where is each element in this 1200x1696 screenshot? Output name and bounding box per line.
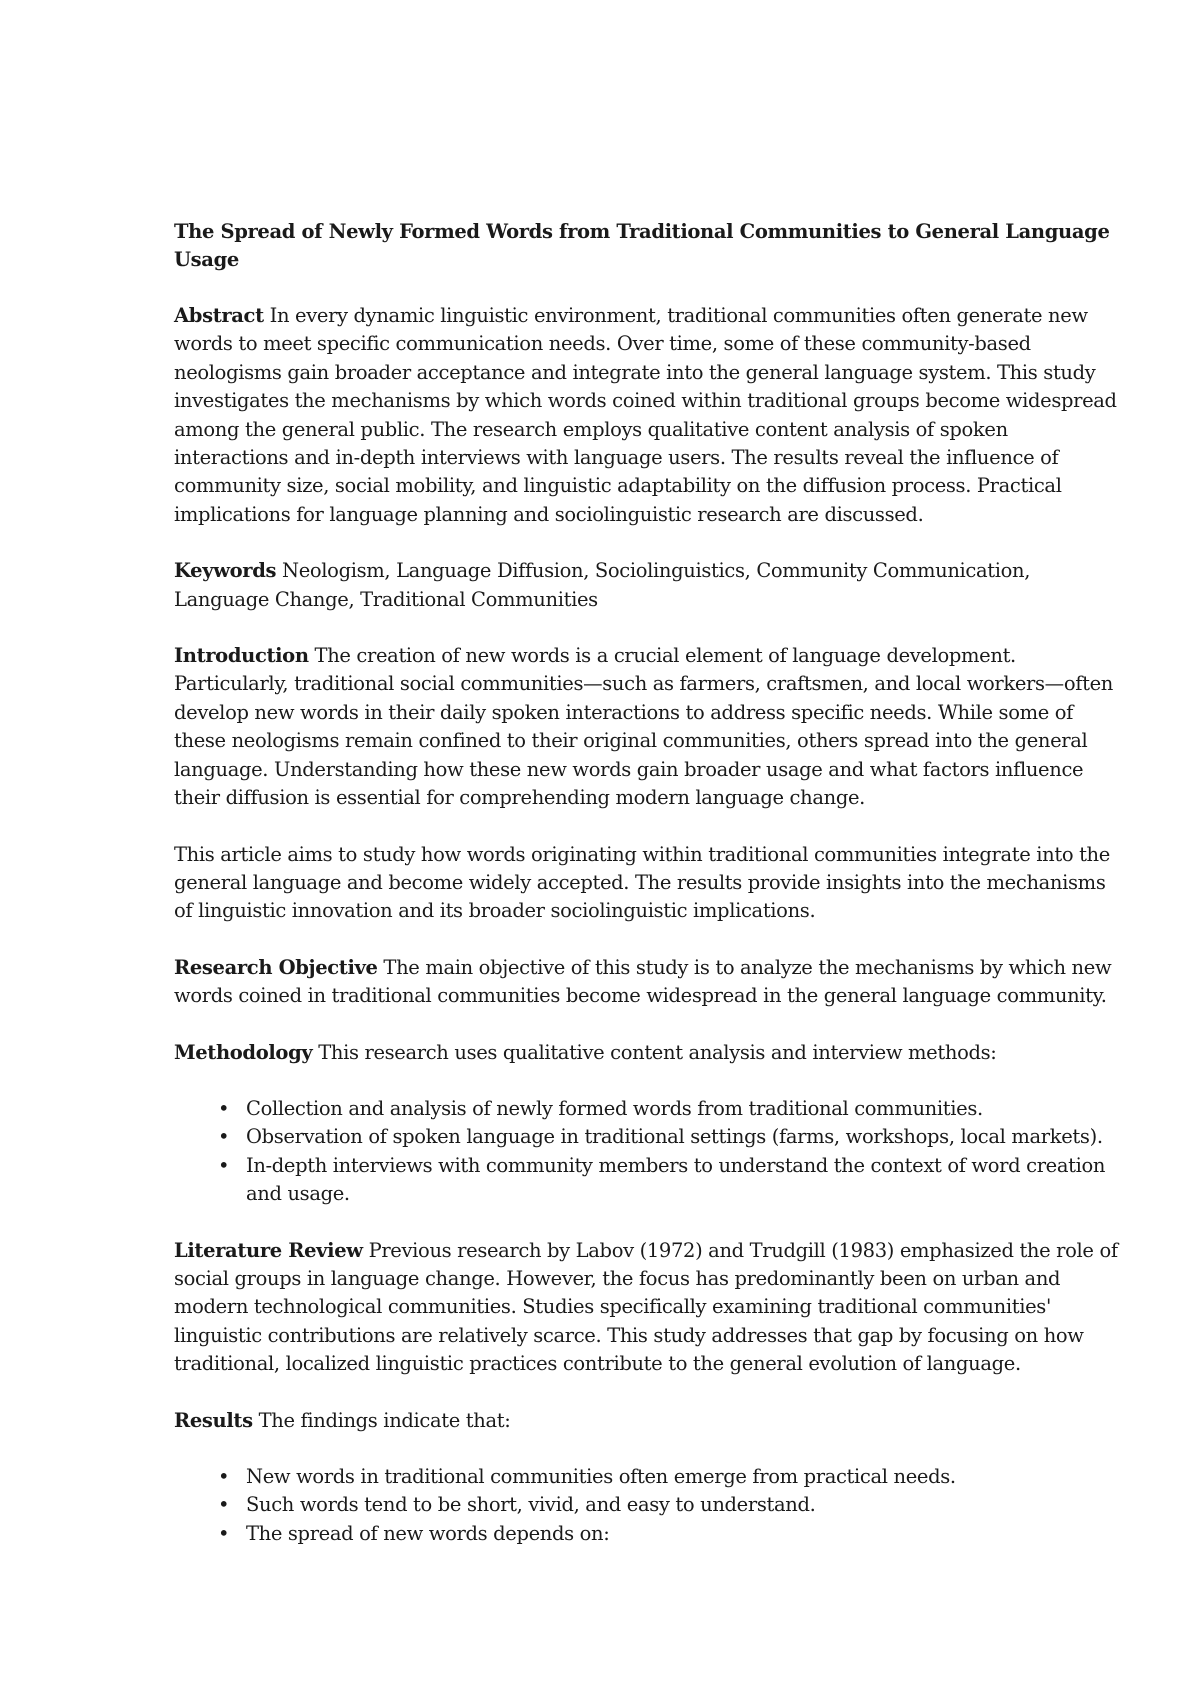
- bullet-icon: •: [218, 1465, 230, 1488]
- research-objective-heading: Research Objective: [174, 955, 378, 979]
- list-item-text: Collection and analysis of newly formed words from traditional communities.: [246, 1096, 983, 1120]
- list-item: [174, 1520, 1124, 1548]
- abstract-section: [174, 302, 1124, 529]
- results-section: [174, 1407, 1124, 1435]
- keywords-heading: Keywords: [174, 559, 277, 583]
- methodology-section: [174, 1039, 1124, 1067]
- list-item: [174, 1463, 1124, 1491]
- literature-review-text: Previous research by Labov (1972) and Trudgill (1983) emphasized the role of social groups in language change. However, the focus has predominantly been on urban and modern technological communities. Studies specifically examining traditional communities' linguistic contributions are relatively scarce. This study addresses that gap by focusing on how traditional, localized linguistic practices contribute to the general evolution of language.: [174, 1238, 1118, 1376]
- results-heading: Results: [174, 1408, 253, 1432]
- methodology-text: This research uses qualitative content analysis and interview methods:: [318, 1040, 997, 1064]
- document-page: [174, 218, 1124, 1548]
- bullet-icon: •: [218, 1493, 230, 1517]
- methodology-heading: Methodology: [174, 1040, 313, 1064]
- bullet-icon: •: [218, 1125, 230, 1149]
- list-item-text: Observation of spoken language in traditional settings (farms, workshops, local markets).: [246, 1125, 1103, 1149]
- research-objective-text: The main objective of this study is to analyze the mechanisms by which new words coined in traditional communities become widespread in the general language community.: [174, 955, 1112, 1008]
- list-item-text: Such words tend to be short, vivid, and easy to understand.: [246, 1493, 816, 1517]
- abstract-text: In every dynamic linguistic environment, traditional communities often generate new words to meet specific communication needs. Over time, some of these community-based neologisms gain broader acceptance and integrate into the general language system. This study investigates the mechanisms by which words coined within traditional groups become widespread among the general public. The research employs qualitative content analysis of spoken interactions and in-depth interviews with language users. The results reveal the influence of community size, social mobility, and linguistic adaptability on the diffusion process. Practical implications for language planning and sociolinguistic research are discussed.: [174, 304, 1117, 526]
- list-item-text: The spread of new words depends on:: [246, 1521, 610, 1545]
- list-item: [174, 1123, 1124, 1151]
- bullet-icon: •: [218, 1153, 230, 1177]
- introduction-section: [174, 642, 1124, 812]
- research-objective-section: [174, 954, 1124, 1011]
- introduction-heading: Introduction: [174, 644, 309, 668]
- results-text: The findings indicate that:: [258, 1408, 511, 1432]
- abstract-heading: Abstract: [174, 304, 264, 327]
- document-title: The Spread of Newly Formed Words from Traditional Communities to General Language Usage: [174, 220, 1110, 271]
- introduction-paragraph-2: This article aims to study how words originating within traditional communities integrate into the general language and become widely accepted. The results provide insights into the mechanisms of linguistic innovation and its broader sociolinguistic implications.: [174, 842, 1110, 923]
- literature-review-heading: Literature Review: [174, 1238, 363, 1262]
- introduction-text: The creation of new words is a crucial element of language development. Particularly, traditional social communities—such as farmers, craftsmen, and local workers—often develop new words in their daily spoken interactions to address specific needs. While some of these neologisms remain confined to their original communities, others spread into the general language. Understanding how these new words gain broader usage and what factors influence their diffusion is essential for comprehending modern language change.: [174, 644, 1113, 810]
- literature-review-section: [174, 1237, 1124, 1379]
- keywords-section: [174, 557, 1124, 614]
- keywords-text: Neologism, Language Diffusion, Sociolinguistics, Community Communication, Language Change, Traditional Communities: [174, 559, 1031, 611]
- results-bullet-list: [174, 1463, 1124, 1548]
- bullet-icon: •: [218, 1096, 230, 1120]
- list-item-text: In-depth interviews with community members to understand the context of word creation and usage.: [246, 1153, 1106, 1206]
- list-item: [174, 1152, 1124, 1209]
- bullet-icon: •: [218, 1521, 230, 1545]
- list-item-text: New words in traditional communities often emerge from practical needs.: [246, 1465, 956, 1488]
- list-item: [174, 1491, 1124, 1519]
- methodology-bullet-list: [174, 1095, 1124, 1209]
- list-item: [174, 1095, 1124, 1123]
